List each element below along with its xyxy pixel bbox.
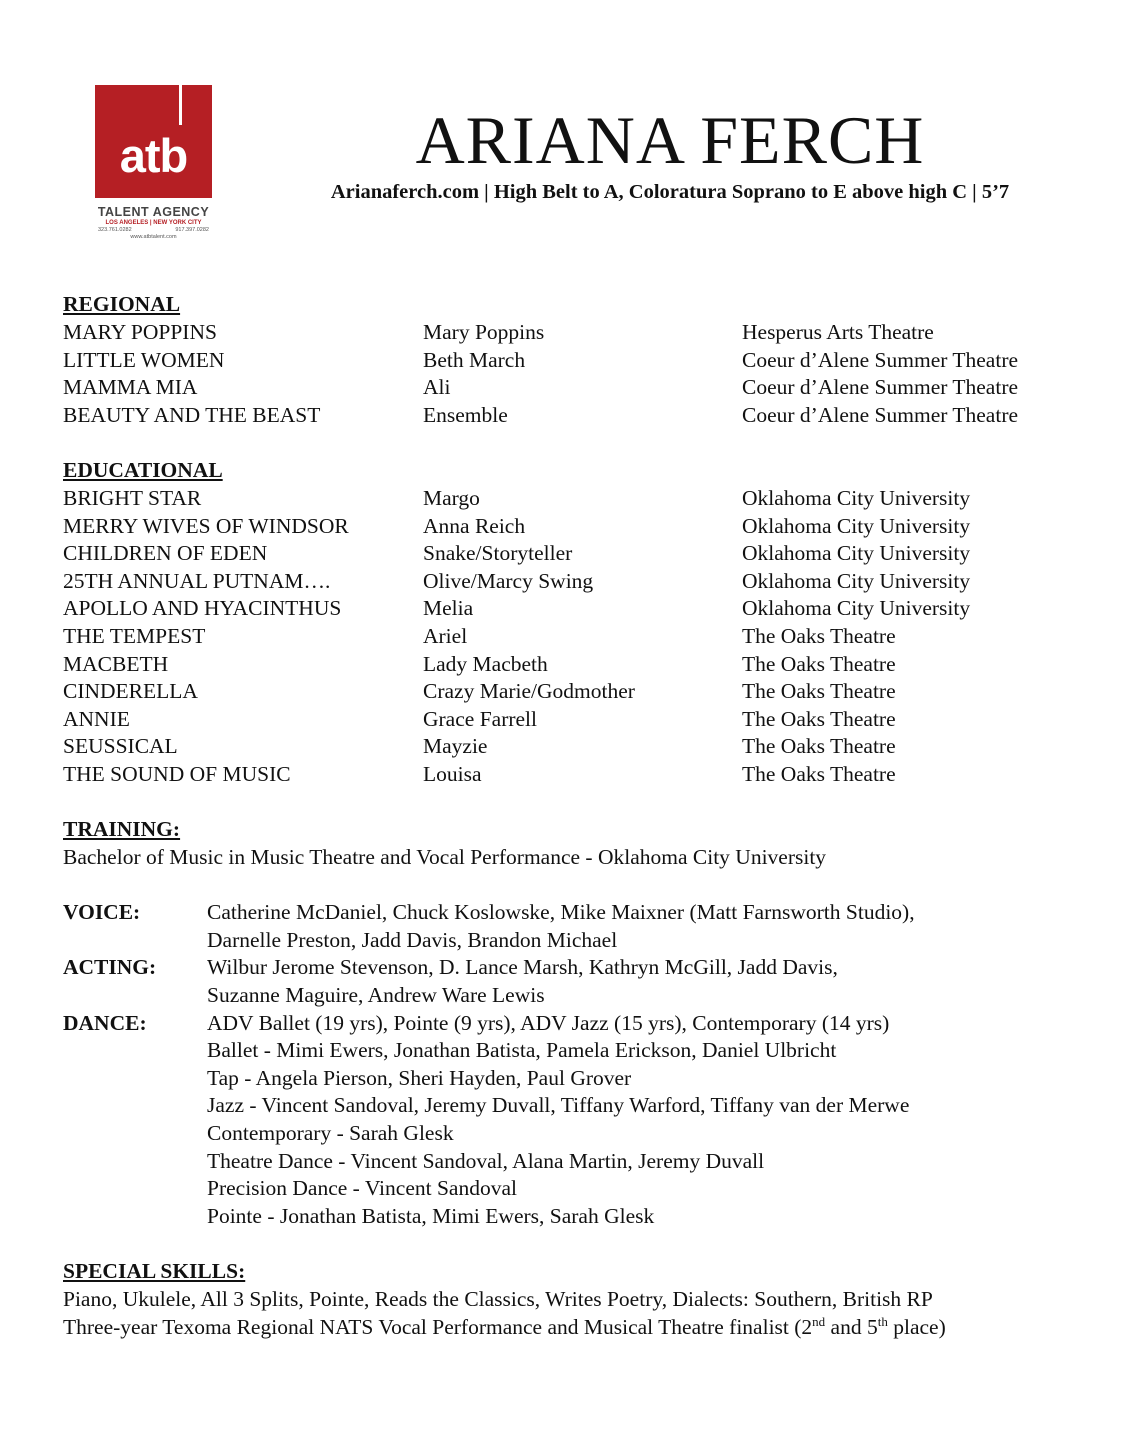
credit-venue: Coeur d’Alene Summer Theatre (742, 375, 1019, 399)
credit-venue: Coeur d’Alene Summer Theatre (742, 402, 1019, 427)
credit-role: Olive/Marcy Swing (423, 568, 594, 593)
logo-phone-ny: 917.397.0282 (175, 227, 209, 233)
training-heading: TRAINING: (63, 817, 181, 841)
performer-name: ARIANA FERCH (415, 102, 925, 178)
voice-line: Darnelle Preston, Jadd Davis, Brandon Michael (207, 928, 618, 952)
credit-venue: Coeur d’Alene Summer Theatre (742, 347, 1019, 372)
acting-label: ACTING: (63, 955, 157, 979)
credit-show: MARY POPPINS (63, 320, 217, 344)
logo-mark-text: atb (119, 129, 188, 182)
credit-venue: The Oaks Theatre (742, 651, 896, 676)
logo-website: www.atbtalent.com (130, 234, 177, 240)
credit-show: THE TEMPEST (63, 624, 206, 648)
credit-role: Grace Farrell (423, 706, 537, 731)
credit-venue: Oklahoma City University (742, 568, 971, 593)
credit-show: APOLLO AND HYACINTHUS (63, 596, 342, 621)
dance-line: Precision Dance - Vincent Sandoval (207, 1176, 517, 1200)
credit-show: BRIGHT STAR (63, 486, 202, 510)
dance-line: Tap - Angela Pierson, Sheri Hayden, Paul Grover (207, 1066, 632, 1090)
training-degree: Bachelor of Music in Music Theatre and Vocal Performance - Oklahoma City University (63, 845, 827, 869)
credit-show: MACBETH (63, 651, 169, 676)
credit-venue: Oklahoma City University (742, 486, 971, 510)
credit-role: Beth March (423, 347, 526, 372)
logo-mark (95, 85, 212, 198)
skills-line: Three-year Texoma Regional NATS Vocal Performance and Musical Theatre finalist (2nd and 5th place) (63, 1314, 946, 1339)
credit-role: Margo (423, 486, 480, 510)
credit-venue: Oklahoma City University (742, 596, 971, 621)
dance-line: Pointe - Jonathan Batista, Mimi Ewers, Sarah Glesk (207, 1204, 655, 1228)
credit-venue: The Oaks Theatre (742, 762, 896, 786)
credit-show: CHILDREN OF EDEN (63, 541, 268, 566)
credit-show: SEUSSICAL (63, 734, 178, 759)
educational-heading: EDUCATIONAL (63, 458, 223, 482)
credit-venue: Oklahoma City University (742, 541, 971, 566)
skills-heading: SPECIAL SKILLS: (63, 1259, 246, 1283)
credit-show: 25TH ANNUAL PUTNAM…. (63, 568, 331, 593)
credit-role: Mayzie (423, 734, 488, 759)
credit-role: Lady Macbeth (423, 651, 548, 676)
dance-line: Ballet - Mimi Ewers, Jonathan Batista, Pamela Erickson, Daniel Ulbricht (207, 1038, 837, 1062)
skills-line: Piano, Ukulele, All 3 Splits, Pointe, Reads the Classics, Writes Poetry, Dialects: Southern, British RP (63, 1287, 933, 1311)
credit-show: CINDERELLA (63, 679, 198, 704)
credit-role: Ariel (423, 624, 468, 648)
logo-phones (95, 227, 212, 233)
dance-line: Jazz - Vincent Sandoval, Jeremy Duvall, Tiffany Warford, Tiffany van der Merwe (207, 1093, 910, 1117)
dance-label: DANCE: (63, 1011, 147, 1035)
credit-role: Ali (423, 375, 451, 399)
regional-heading: REGIONAL (63, 292, 181, 316)
dance-line: ADV Ballet (19 yrs), Pointe (9 yrs), ADV Jazz (15 yrs), Contemporary (14 yrs) (207, 1011, 890, 1035)
credit-venue: Oklahoma City University (742, 513, 971, 538)
credit-venue: The Oaks Theatre (742, 679, 896, 704)
credit-venue: The Oaks Theatre (742, 706, 896, 731)
credit-role: Anna Reich (423, 513, 526, 538)
credit-role: Melia (423, 596, 474, 621)
logo-cities: LOS ANGELES | NEW YORK CITY (105, 220, 202, 226)
credit-role: Crazy Marie/Godmother (423, 679, 635, 704)
acting-line: Suzanne Maguire, Andrew Ware Lewis (207, 983, 545, 1007)
credit-show: THE SOUND OF MUSIC (63, 762, 291, 786)
agency-logo (95, 85, 212, 240)
logo-phone-la: 323.761.0282 (98, 227, 132, 233)
credit-role: Ensemble (423, 402, 508, 427)
acting-line: Wilbur Jerome Stevenson, D. Lance Marsh, Kathryn McGill, Jadd Davis, (207, 955, 838, 979)
credit-role: Mary Poppins (423, 320, 545, 344)
voice-line: Catherine McDaniel, Chuck Koslowske, Mike Maixner (Matt Farnsworth Studio), (207, 900, 915, 924)
credit-venue: The Oaks Theatre (742, 624, 896, 648)
credit-role: Snake/Storyteller (423, 541, 573, 566)
credit-show: MERRY WIVES OF WINDSOR (63, 513, 349, 538)
credit-show: BEAUTY AND THE BEAST (63, 402, 321, 427)
dance-line: Theatre Dance - Vincent Sandoval, Alana Martin, Jeremy Duvall (207, 1149, 765, 1173)
credit-venue: Hesperus Arts Theatre (742, 320, 934, 344)
credit-venue: The Oaks Theatre (742, 734, 896, 759)
credit-show: LITTLE WOMEN (63, 347, 225, 372)
credit-show: ANNIE (63, 706, 130, 731)
dance-line: Contemporary - Sarah Glesk (207, 1121, 454, 1145)
credit-show: MAMMA MIA (63, 375, 198, 399)
voice-label: VOICE: (63, 900, 141, 924)
performer-tagline: Arianaferch.com | High Belt to A, Coloratura Soprano to E above high C | 5’7 (330, 181, 1010, 203)
logo-agency-text: TALENT AGENCY (97, 205, 210, 219)
credit-role: Louisa (423, 762, 482, 786)
